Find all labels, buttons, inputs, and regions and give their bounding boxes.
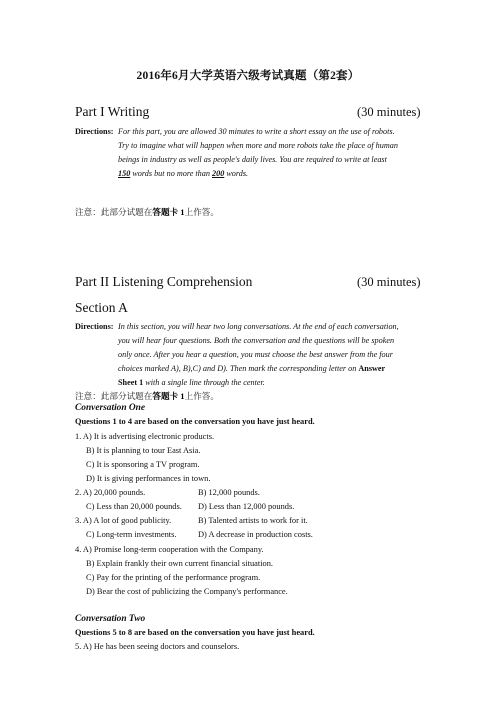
question-line: 1. A) It is advertising electronic products. — [75, 432, 215, 441]
question-option: 2. A) 20,000 pounds. — [75, 488, 146, 497]
question-line: 5. A) He has been seeing doctors and counselors. — [75, 642, 240, 651]
sheet-1: Sheet 1 — [118, 378, 144, 387]
part2-directions-label: Directions: — [75, 322, 114, 331]
question-line: 4. A) Promise long-term cooperation with the Company. — [75, 545, 264, 554]
question-line: D) Bear the cost of publicizing the Company's performance. — [86, 587, 288, 596]
question-option: D) A decrease in production costs. — [198, 530, 313, 539]
part1-directions-label: Directions: — [75, 127, 114, 136]
part2-note — [75, 390, 219, 402]
question-option: C) Less than 20,000 pounds. — [86, 502, 182, 511]
directions-text: choices marked A), B),C) and D). Then mark the corresponding letter on — [118, 364, 359, 373]
part1-directions-line: For this part, you are allowed 30 minutes to write a short essay on the use of robots. — [118, 127, 395, 136]
conversation-one-title: Conversation One — [75, 403, 146, 413]
part2-heading: Part II Listening Comprehension — [75, 274, 253, 289]
conversation-two-intro: Questions 5 to 8 are based on the conversation you have just heard. — [75, 628, 315, 637]
note-answer-sheet: 答题卡 1 — [152, 391, 185, 401]
note-pre: 注意：此部分试题在 — [75, 207, 153, 217]
words-mid: words but no more than — [130, 169, 213, 178]
question-option: D) Less than 12,000 pounds. — [198, 502, 295, 511]
note-post: 上作答。 — [184, 391, 219, 401]
part1-directions-line: Try to imagine what will happen when more and more robots take the place of human — [118, 141, 398, 150]
question-line: C) Pay for the printing of the performance program. — [86, 573, 261, 582]
part1-directions-last-line — [118, 169, 248, 178]
question-option: 3. A) A lot of good publicity. — [75, 516, 172, 525]
conversation-one-intro: Questions 1 to 4 are based on the conversation you have just heard. — [75, 417, 315, 426]
question-option: B) 12,000 pounds. — [198, 488, 260, 497]
conversation-two-title: Conversation Two — [75, 614, 146, 624]
question-line: D) It is giving performances in town. — [86, 474, 211, 483]
note-post: 上作答。 — [184, 207, 219, 217]
part2-directions-line: only once. After you hear a question, you must choose the best answer from the four — [118, 350, 393, 359]
answer-word: Answer — [358, 364, 386, 373]
part2-time: (30 minutes) — [357, 275, 421, 289]
part2-directions-last-line — [118, 378, 265, 387]
min-words: 150 — [118, 169, 131, 178]
question-option: B) Talented artists to work for it. — [198, 516, 308, 525]
part1-time: (30 minutes) — [357, 105, 421, 119]
directions-tail: with a single line through the center. — [143, 378, 265, 387]
question-line: B) Explain frankly their own current financial situation. — [86, 559, 273, 568]
part1-directions-line: beings in industry as well as people's daily lives. You are required to write at least — [118, 155, 387, 164]
part2-directions-line: you will hear four questions. Both the conversation and the questions will be spoken — [118, 336, 395, 345]
part2-directions-line — [118, 364, 385, 373]
max-words: 200 — [212, 169, 225, 178]
section-a-heading: Section A — [75, 300, 128, 315]
part2-directions-line: In this section, you will hear two long conversations. At the end of each conversation, — [118, 322, 399, 331]
note-answer-sheet: 答题卡 1 — [152, 207, 185, 217]
part1-note — [75, 206, 219, 218]
question-line: C) It is sponsoring a TV program. — [86, 460, 200, 469]
part1-heading: Part I Writing — [75, 104, 150, 119]
note-pre: 注意：此部分试题在 — [75, 391, 153, 401]
document-title: 2016年6月大学英语六级考试真题（第2套） — [136, 70, 360, 82]
words-tail: words. — [224, 169, 249, 178]
question-line: B) It is planning to tour East Asia. — [86, 446, 201, 455]
question-option: C) Long-term investments. — [86, 530, 177, 539]
